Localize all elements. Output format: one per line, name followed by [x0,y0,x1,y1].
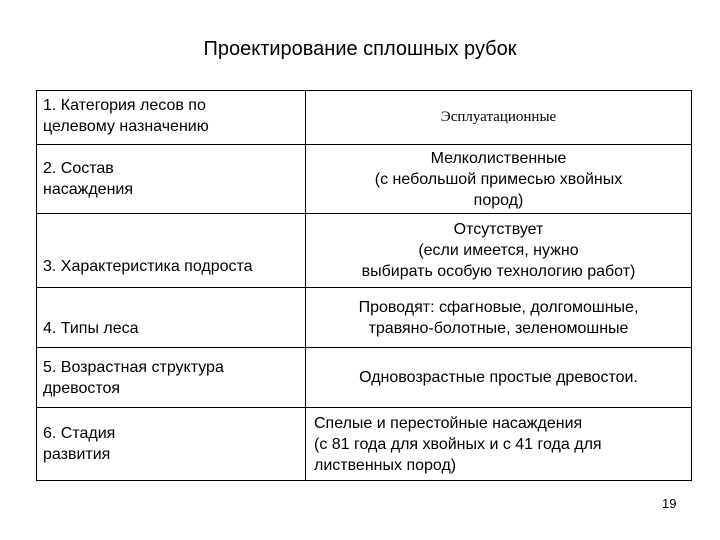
row-value: Мелколиственные (с небольшой примесью хвойных пород) [374,149,623,209]
table-row [37,91,691,145]
row-label: 6. Стадия развития [37,408,306,480]
row-label: 5. Возрастная структура древостоя [37,348,306,407]
parameters-table [36,90,692,481]
row-value: Проводят: сфагновые, долгомошные, травяно-болотные, зеленомошные [358,298,639,337]
table-row [37,214,691,288]
row-value: Одновозрастные простые древостои. [359,369,638,386]
page-title: Проектирование сплошных рубок [203,38,517,60]
table-row [37,145,691,214]
table-row [37,408,691,480]
page-number: 19 [662,496,677,511]
row-value: Спелые и перестойные насаждения (с 81 года для хвойных и с 41 года для лиственных пород) [314,414,602,474]
table-row [37,288,691,348]
row-value: Эсплуатационные [440,109,557,125]
row-value: Отсутствует (если имеется, нужно выбирать особую технологию работ) [361,221,636,280]
table-row [37,348,691,408]
row-label: 4. Типы леса [37,288,306,347]
row-label: 1. Категория лесов по целевому назначению [37,91,306,144]
row-label: 3. Характеристика подроста [37,214,306,287]
row-label: 2. Состав насаждения [37,145,306,213]
